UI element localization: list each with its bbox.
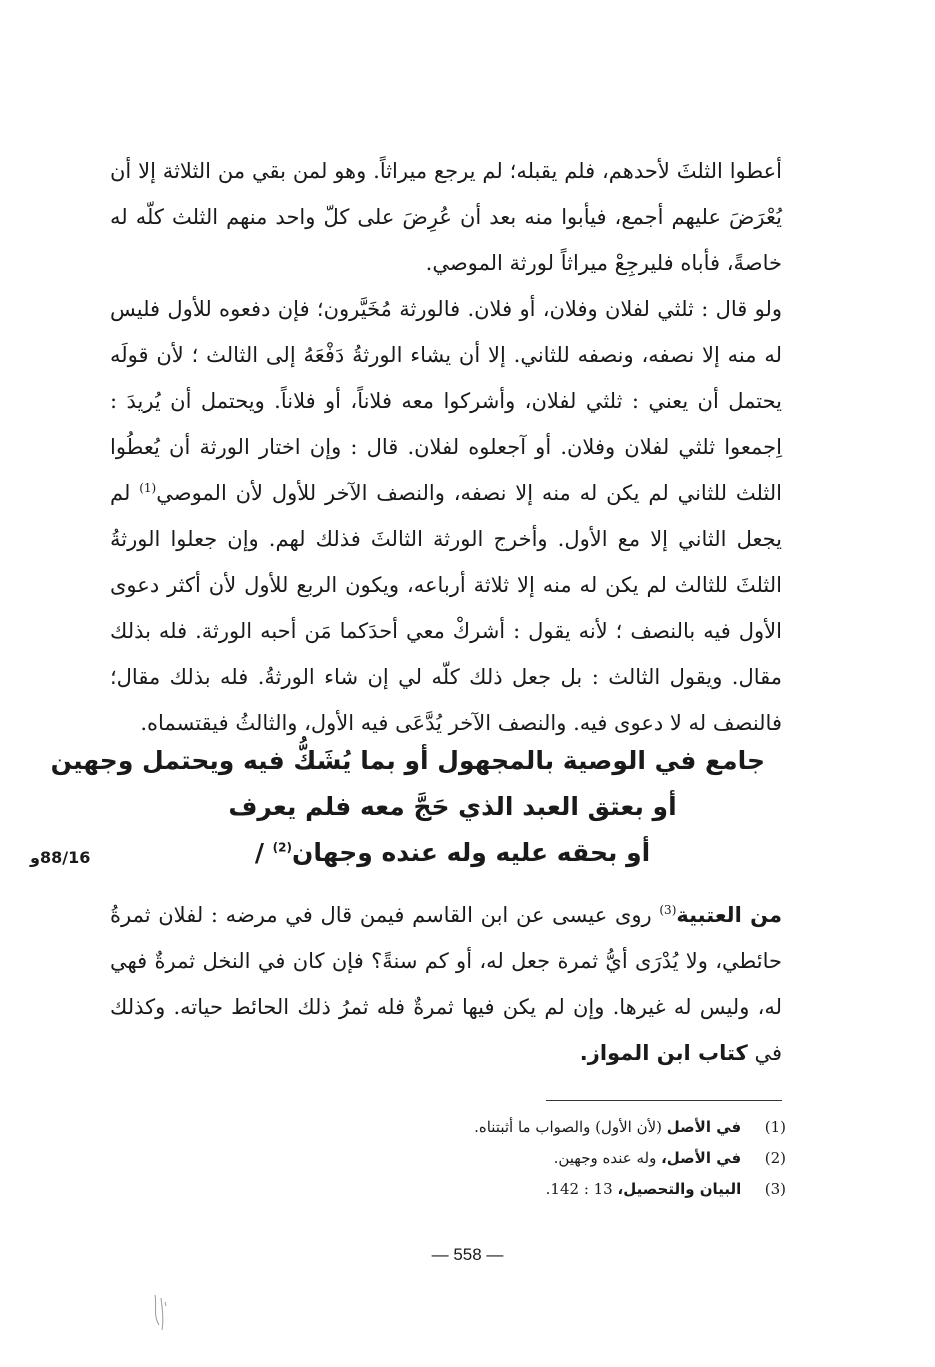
heading-line-2: أو بعتق العبد الذي حَجَّ معه فلم يعرف [228,792,677,821]
footnote-3-bold: البيان والتحصيل، [617,1180,742,1198]
footnote-3 [300,1174,786,1205]
paragraph-3-text: روى عيسى عن ابن القاسم فيمن قال في مرضه : لفلان ثمرةُ حائطي، ولا يُدْرَى أيُّ ثمرة جعل له، أو كم سنةً؟ فإن كان في النخل ثمرةٌ فهي له، وليس له غيرها. وإن لم يكن فيها ثمرةٌ فله ثمرُ ذلك الحائط حياته. وكذلك في [110,903,782,1065]
footnote-2-bold: في الأصل، [661,1149,742,1167]
footnote-1-bold: في الأصل [666,1118,742,1136]
page-number: — 558 — [431,1245,504,1264]
footnote-1-number: (1) [764,1118,786,1136]
heading-line-3-end: / [254,838,273,867]
source-title-bold: من العتبية [676,903,782,927]
book-title-bold: كتاب ابن المواز. [579,1041,748,1065]
footnote-1-text: (لأن الأول) والصواب ما أثبتناه. [474,1118,667,1136]
footnote-ref-3[interactable]: (3) [659,903,677,917]
paragraph-1 [110,148,782,286]
paragraph-2-text-a: ولو قال : ثلثي لفلان وفلان، أو فلان. فالورثة مُخَيَّرون؛ فإن دفعوه للأول فليس له منه إلا نصفه، ونصفه للثاني. إلا أن يشاء الورثةُ دَفْعَهُ إلى الثالث ؛ لأن قولَه يحتمل أن يعني : ثلثي لفلان، وأشركوا معه فلاناً، أو فلاناً. ويحتمل أن يُريدَ : اِجمعوا ثلثي لفلان وفلان. أو آجعلوه لفلان. قال : وإن اختار الورثة أن يُعطُوا الثلث للثاني لم يكن له منه إلا نصفه، والنصف الآخر للأول لأن الموصي [110,297,782,505]
footnote-2-text: وله عنده وجهين. [553,1149,662,1167]
footnote-ref-1[interactable]: (1) [139,481,157,495]
footnotes-section [300,1112,786,1205]
paragraph-3 [110,892,782,1076]
scan-artifact-mark [145,1290,175,1340]
footnote-2-number: (2) [764,1149,786,1167]
paragraph-2 [110,286,782,746]
footnote-3-text: 13 : 142. [545,1180,618,1198]
heading-line-3-text: أو بحقه عليه وله عنده وجهان [291,838,651,867]
paragraph-1-text: أعطوا الثلثَ لأحدهم، فلم يقبله؛ لم يرجع ميراثاً. وهو لمن بقي من الثلاثة إلا أن يُعْرَضَ عليهم أجمع، فيأبوا منه بعد أن عُرِضَ على كلّ واحد منهم الثلث كلّه له خاصةً، فأباه فليرجِعْ ميراثاً لورثة الموصي. [110,159,782,275]
footnote-ref-2[interactable]: (2) [272,840,292,855]
paragraph-2-text-b: لم يجعل الثاني إلا مع الأول. وأخرج الورثة الثالثَ فذلك لهم. وإن جعلوا الورثةُ الثلثَ للثالث لم يكن له منه إلا ثلاثة أرباعه، ويكون الربع للأول لأن أكثر دعوى الأول فيه بالنصف ؛ لأنه يقول : أشركْ معي أحدَكما مَن أحبه الورثة. فله بذلك مقال. ويقول الثالث : بل جعل ذلك كلّه لي إن شاء الورثةُ. فله بذلك مقال؛ فالنصف له لا دعوى فيه. والنصف الآخر يُدَّعَى فيه الأول، والثالثُ فيقتسماه. [110,481,782,735]
footnote-1 [300,1112,786,1143]
footnote-2 [300,1143,786,1174]
manuscript-folio-marker: 88/16و [30,848,91,867]
heading-line-3 [140,830,765,876]
footnote-divider [546,1100,782,1101]
footnote-3-number: (3) [764,1180,786,1198]
heading-line-1: جامع في الوصية بالمجهول أو بما يُشَكُّ فيه ويحتمل وجهين [50,746,765,775]
